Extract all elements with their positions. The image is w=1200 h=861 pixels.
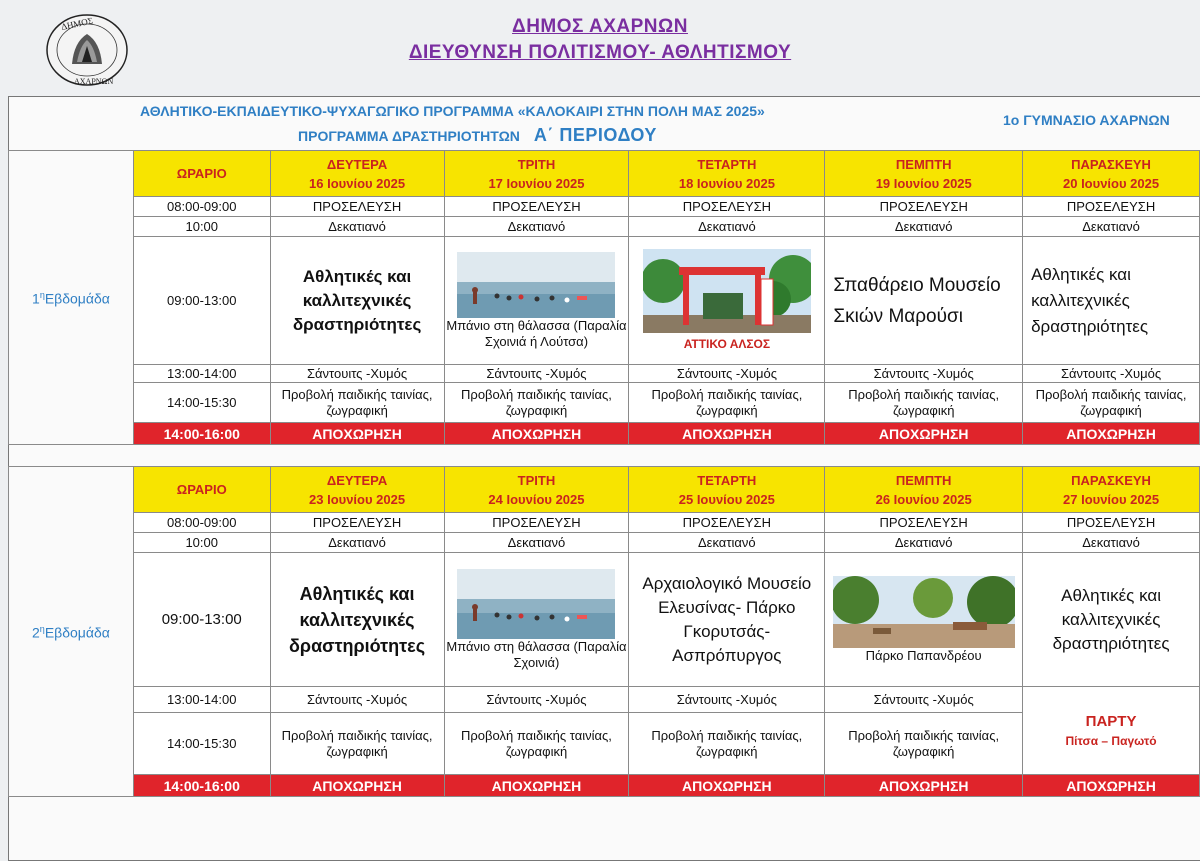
- table-row: [9, 713, 1200, 775]
- day-header: ΤΡΙΤΗ 24 Ιουνίου 2025: [444, 467, 629, 513]
- activity-cell: ΠΡΟΣΕΛΕΥΣΗ: [825, 197, 1023, 217]
- exit-cell: ΑΠΟΧΩΡΗΣΗ: [444, 775, 629, 797]
- activity-cell: ΠΡΟΣΕΛΕΥΣΗ: [1023, 513, 1200, 533]
- program-subtitle: ΠΡΟΓΡΑΜΜΑ ΔΡΑΣΤΗΡΙΟΤΗΤΩΝ Α΄ ΠΕΡΙΟΔΟΥ: [298, 125, 657, 145]
- activity-cell: Δεκατιανό: [825, 533, 1023, 553]
- activity-cell: Δεκατιανό: [825, 217, 1023, 237]
- activity-cell: Δεκατιανό: [1023, 217, 1200, 237]
- program-title: ΑΘΛΗΤΙΚΟ-ΕΚΠΑΙΔΕΥΤΙΚΟ-ΨΥΧΑΓΩΓΙΚΟ ΠΡΟΓΡΑΜΜΑ «ΚΑΛΟΚΑΙΡΙ ΣΤΗΝ ΠΟΛΗ ΜΑΣ 2025»: [140, 103, 765, 119]
- school-name: 1ο ΓΥΜΝΑΣΙΟ ΑΧΑΡΝΩΝ: [1003, 112, 1170, 128]
- week1-label: $1^\eta E\beta\delta o\mu ά\delta\alpha$: [9, 151, 134, 445]
- party-title: ΠΑΡΤΥ: [1085, 712, 1137, 730]
- time-cell: 10:00: [133, 533, 270, 553]
- activity-cell: Δεκατιανό: [270, 217, 444, 237]
- exit-row: [9, 775, 1200, 797]
- activity-caption: Πάρκο Παπανδρέου: [865, 647, 982, 663]
- exit-cell: ΑΠΟΧΩΡΗΣΗ: [1023, 423, 1200, 445]
- activity-cell: Προβολή παιδικής ταινίας, ζωγραφική: [270, 383, 444, 423]
- exit-cell: ΑΠΟΧΩΡΗΣΗ: [629, 775, 825, 797]
- activity-cell: ΠΡΟΣΕΛΕΥΣΗ: [444, 197, 629, 217]
- activity-cell: Προβολή παιδικής ταινίας, ζωγραφική: [444, 383, 629, 423]
- activity-cell: Δεκατιανό: [1023, 533, 1200, 553]
- activity-cell: [825, 553, 1023, 687]
- day-header: ΤΕΤΑΡΤΗ 18 Ιουνίου 2025: [629, 151, 825, 197]
- week2-table: [8, 466, 1200, 797]
- exit-cell: ΑΠΟΧΩΡΗΣΗ: [444, 423, 629, 445]
- exit-cell: ΑΠΟΧΩΡΗΣΗ: [270, 423, 444, 445]
- activity-cell: Προβολή παιδικής ταινίας, ζωγραφική: [825, 713, 1023, 775]
- activity-cell: Δεκατιανό: [629, 217, 825, 237]
- activity-cell: Δεκατιανό: [629, 533, 825, 553]
- activity-cell: Αθλητικές και καλλιτεχνικές δραστηριότητες: [1023, 237, 1200, 365]
- day-header: ΔΕΥΤΕΡΑ 23 Ιουνίου 2025: [270, 467, 444, 513]
- activity-cell: Αθλητικές και καλλιτεχνικές δραστηριότητες: [270, 553, 444, 687]
- time-cell: 13:00-14:00: [133, 687, 270, 713]
- activity-cell: [629, 237, 825, 365]
- activity-cell: Προβολή παιδικής ταινίας, ζωγραφική: [629, 383, 825, 423]
- table-row: [9, 197, 1200, 217]
- activity-cell: Προβολή παιδικής ταινίας, ζωγραφική: [629, 713, 825, 775]
- activity-caption: ΑΤΤΙΚΟ ΑΛΣΟΣ: [683, 337, 771, 351]
- time-cell: 09:00-13:00: [133, 553, 270, 687]
- activity-cell: Αρχαιολογικό Μουσείο Ελευσίνας- Πάρκο Γκορυτσάς- Ασπρόπυργος: [629, 553, 825, 687]
- day-header: ΠΑΡΑΣΚΕΥΗ 20 Ιουνίου 2025: [1023, 151, 1200, 197]
- municipality-title: ΔΗΜΟΣ ΑΧΑΡΝΩΝ: [512, 16, 688, 37]
- activity-cell: ΠΡΟΣΕΛΕΥΣΗ: [270, 197, 444, 217]
- activity-cell: ΠΡΟΣΕΛΕΥΣΗ: [825, 513, 1023, 533]
- time-cell: 10:00: [133, 217, 270, 237]
- day-header: ΠΕΜΠΤΗ 26 Ιουνίου 2025: [825, 467, 1023, 513]
- time-cell: 08:00-09:00: [133, 197, 270, 217]
- activity-cell: Δεκατιανό: [270, 533, 444, 553]
- table-row: [9, 553, 1200, 687]
- schedule-label: ΩΡΑΡΙΟ: [133, 467, 270, 513]
- period-label: Α΄ ΠΕΡΙΟΔΟΥ: [533, 125, 657, 145]
- activity-cell: ΠΡΟΣΕΛΕΥΣΗ: [629, 513, 825, 533]
- activity-cell: [444, 237, 629, 365]
- schedule-label: ΩΡΑΡΙΟ: [133, 151, 270, 197]
- activity-cell: Σάντουιτς -Χυμός: [270, 687, 444, 713]
- exit-row: [9, 423, 1200, 445]
- week2-day-header-row: [9, 467, 1200, 513]
- activity-cell: Σάντουιτς -Χυμός: [270, 365, 444, 383]
- activity-cell: Προβολή παιδικής ταινίας, ζωγραφική: [825, 383, 1023, 423]
- week1-day-header-row: [9, 151, 1200, 197]
- day-header: ΠΕΜΠΤΗ 19 Ιουνίου 2025: [825, 151, 1023, 197]
- exit-cell: ΑΠΟΧΩΡΗΣΗ: [825, 775, 1023, 797]
- activity-cell: Σάντουιτς -Χυμός: [444, 687, 629, 713]
- activity-cell: ΠΡΟΣΕΛΕΥΣΗ: [270, 513, 444, 533]
- exit-cell: ΑΠΟΧΩΡΗΣΗ: [825, 423, 1023, 445]
- time-cell: 14:00-15:30: [133, 713, 270, 775]
- table-row: [9, 687, 1200, 713]
- day-header: ΤΕΤΑΡΤΗ 25 Ιουνίου 2025: [629, 467, 825, 513]
- table-row: [9, 217, 1200, 237]
- time-cell: 14:00-15:30: [133, 383, 270, 423]
- time-cell: 14:00-16:00: [133, 775, 270, 797]
- exit-cell: ΑΠΟΧΩΡΗΣΗ: [629, 423, 825, 445]
- table-row: [9, 383, 1200, 423]
- activity-cell: Αθλητικές και καλλιτεχνικές δραστηριότητες: [270, 237, 444, 365]
- activity-cell: [444, 553, 629, 687]
- party-menu: Πίτσα – Παγωτό: [1065, 733, 1157, 748]
- attiko-alsos-photo: [643, 249, 811, 333]
- activity-cell: Σάντουιτς -Χυμός: [629, 687, 825, 713]
- svg-text:ΑΧΑΡΝΩΝ: ΑΧΑΡΝΩΝ: [74, 77, 114, 86]
- exit-cell: ΑΠΟΧΩΡΗΣΗ: [1023, 775, 1200, 797]
- activity-cell: Προβολή παιδικής ταινίας, ζωγραφική: [444, 713, 629, 775]
- svg-text:ΔΗΜΟΣ: ΔΗΜΟΣ: [60, 15, 94, 32]
- activity-cell: ΠΡΟΣΕΛΕΥΣΗ: [444, 513, 629, 533]
- party-cell: [1023, 687, 1200, 775]
- time-cell: 14:00-16:00: [133, 423, 270, 445]
- activity-cell: Σάντουιτς -Χυμός: [1023, 365, 1200, 383]
- day-header: ΔΕΥΤΕΡΑ 16 Ιουνίου 2025: [270, 151, 444, 197]
- activity-cell: Σάντουιτς -Χυμός: [444, 365, 629, 383]
- activity-cell: Δεκατιανό: [444, 533, 629, 553]
- beach-photo: [457, 252, 615, 318]
- activity-cell: Προβολή παιδικής ταινίας, ζωγραφική: [1023, 383, 1200, 423]
- activity-cell: Δεκατιανό: [444, 217, 629, 237]
- exit-cell: ΑΠΟΧΩΡΗΣΗ: [270, 775, 444, 797]
- table-row: [9, 513, 1200, 533]
- week1-table: [8, 150, 1200, 445]
- activity-cell: Αθλητικές και καλλιτεχνικές δραστηριότητες: [1023, 553, 1200, 687]
- activity-cell: ΠΡΟΣΕΛΕΥΣΗ: [1023, 197, 1200, 217]
- activity-caption: Μπάνιο στη θάλασσα (Παραλία Σχοινιά): [446, 638, 627, 670]
- papandreou-park-photo: [833, 576, 1015, 648]
- activity-cell: Σάντουιτς -Χυμός: [825, 687, 1023, 713]
- time-cell: 13:00-14:00: [133, 365, 270, 383]
- activity-cell: Προβολή παιδικής ταινίας, ζωγραφική: [270, 713, 444, 775]
- activity-cell: ΠΡΟΣΕΛΕΥΣΗ: [629, 197, 825, 217]
- day-header: ΠΑΡΑΣΚΕΥΗ 27 Ιουνίου 2025: [1023, 467, 1200, 513]
- time-cell: 09:00-13:00: [133, 237, 270, 365]
- activity-cell: Σπαθάρειο Μουσείο Σκιών Μαρούσι: [825, 237, 1023, 365]
- activity-cell: Σάντουιτς -Χυμός: [629, 365, 825, 383]
- directorate-title: ΔΙΕΥΘΥΝΣΗ ΠΟΛΙΤΙΣΜΟΥ- ΑΘΛΗΤΙΣΜΟΥ: [408, 42, 792, 63]
- day-header: ΤΡΙΤΗ 17 Ιουνίου 2025: [444, 151, 629, 197]
- table-row: [9, 237, 1200, 365]
- activity-cell: Σάντουιτς -Χυμός: [825, 365, 1023, 383]
- beach-photo: [457, 569, 615, 639]
- table-row: [9, 365, 1200, 383]
- week2-label: $2^\eta E\beta\delta o\mu ά\delta\alpha$: [9, 467, 134, 797]
- time-cell: 08:00-09:00: [133, 513, 270, 533]
- table-row: [9, 533, 1200, 553]
- activity-caption: Μπάνιο στη θάλασσα (Παραλία Σχοινιά ή Λούτσα): [446, 317, 627, 349]
